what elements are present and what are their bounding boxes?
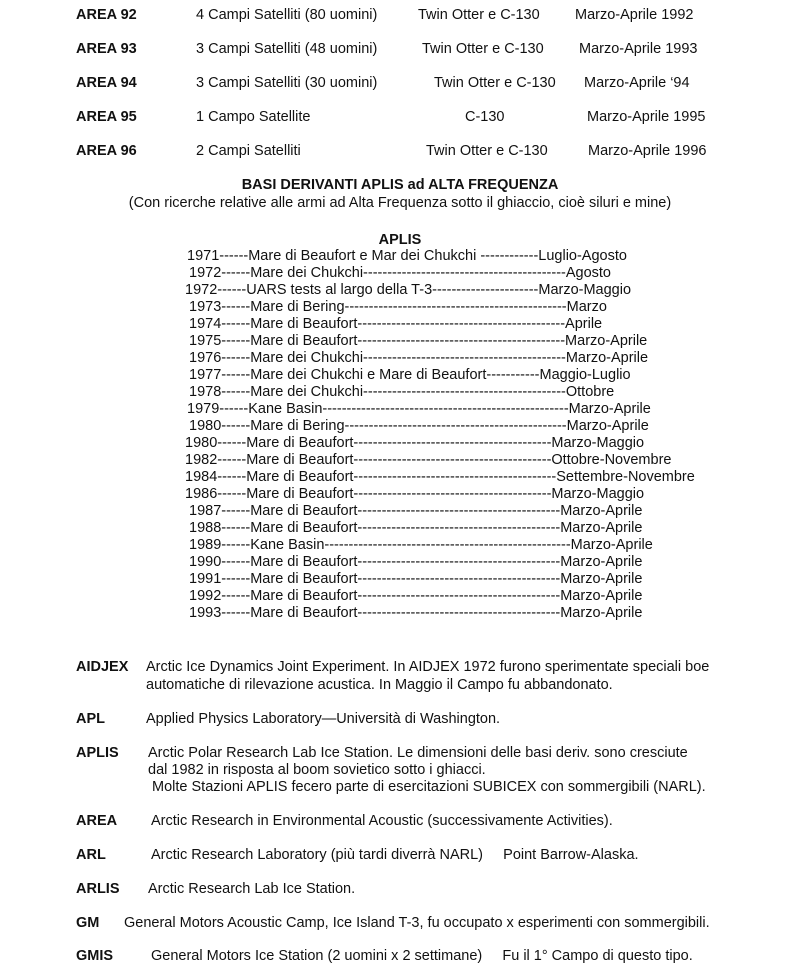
list-item: 1980------Mare di Bering----------------------------------------------Marzo-Aprile xyxy=(189,418,649,434)
aplis-heading: APLIS xyxy=(378,232,422,248)
list-item: 1974------Mare di Beaufort-------------------------------------------Aprile xyxy=(189,316,603,332)
area-camps: 3 Campi Satelliti (48 uomini) xyxy=(196,41,378,57)
area-code: AREA 96 xyxy=(76,143,137,159)
list-item: 1978------Mare dei Chukchi------------------------------------------Ottobre xyxy=(189,384,615,400)
area-period: Marzo-Aprile 1992 xyxy=(575,7,694,23)
area-camps: 4 Campi Satelliti (80 uomini) xyxy=(196,7,378,23)
area-camps: 1 Campo Satellite xyxy=(196,109,311,125)
glossary-text: Arctic Research Lab Ice Station. xyxy=(148,881,356,897)
area-aircraft: C-130 xyxy=(465,109,505,125)
list-item: 1984------Mare di Beaufort------------------------------------------Settembre-Novembre xyxy=(185,469,695,485)
glossary-text: Arctic Research Laboratory (più tardi diverrà NARL) Point Barrow-Alaska. xyxy=(151,847,639,863)
list-item: 1979------Kane Basin---------------------------------------------------Marzo-Aprile xyxy=(187,401,651,417)
area-row xyxy=(0,75,800,95)
area-row xyxy=(0,143,800,163)
area-camps: 3 Campi Satelliti (30 uomini) xyxy=(196,75,378,91)
list-item: 1988------Mare di Beaufort------------------------------------------Marzo-Aprile xyxy=(189,520,643,536)
glossary-code: AIDJEX xyxy=(76,659,129,675)
area-row xyxy=(0,41,800,61)
glossary-code: GMIS xyxy=(76,948,114,964)
section-subtitle: (Con ricerche relative alle armi ad Alta Frequenza sotto il ghiaccio, cioè siluri e mine) xyxy=(128,195,672,211)
area-camps: 2 Campi Satelliti xyxy=(196,143,301,159)
list-item: 1992------Mare di Beaufort------------------------------------------Marzo-Aprile xyxy=(189,588,643,604)
list-item: 1991------Mare di Beaufort------------------------------------------Marzo-Aprile xyxy=(189,571,643,587)
list-item: 1975------Mare di Beaufort-------------------------------------------Marzo-Aprile xyxy=(189,333,648,349)
glossary-text: General Motors Acoustic Camp, Ice Island T-3, fu occupato x esperimenti con sommergibili. xyxy=(124,915,710,931)
glossary-code: GM xyxy=(76,915,100,931)
area-aircraft: Twin Otter e C-130 xyxy=(426,143,548,159)
area-period: Marzo-Aprile ‘94 xyxy=(584,75,690,91)
section-title: BASI DERIVANTI APLIS ad ALTA FREQUENZA xyxy=(241,177,559,193)
area-period: Marzo-Aprile 1993 xyxy=(579,41,698,57)
area-row xyxy=(0,109,800,129)
area-code: AREA 93 xyxy=(76,41,137,57)
list-item: 1972------Mare dei Chukchi------------------------------------------Agosto xyxy=(189,265,612,281)
area-code: AREA 92 xyxy=(76,7,137,23)
glossary-text: General Motors Ice Station (2 uomini x 2 settimane) Fu il 1° Campo di questo tipo. xyxy=(151,948,693,964)
list-item: 1982------Mare di Beaufort-----------------------------------------Ottobre-Novembre xyxy=(185,452,672,468)
glossary-text: Arctic Research in Environmental Acoustic (successivamente Activities). xyxy=(151,813,613,829)
area-period: Marzo-Aprile 1995 xyxy=(587,109,706,125)
list-item: 1971------Mare di Beaufort e Mar dei Chukchi ------------Luglio-Agosto xyxy=(187,248,627,264)
list-item: 1973------Mare di Bering----------------------------------------------Marzo xyxy=(189,299,607,315)
glossary-code: AREA xyxy=(76,813,118,829)
list-item: 1976------Mare dei Chukchi------------------------------------------Marzo-Aprile xyxy=(189,350,649,366)
glossary-text: automatiche di rilevazione acustica. In Maggio il Campo fu abbandonato. xyxy=(146,677,613,693)
area-row xyxy=(0,7,800,27)
area-code: AREA 95 xyxy=(76,109,137,125)
list-item: 1977------Mare dei Chukchi e Mare di Beaufort-----------Maggio-Luglio xyxy=(189,367,631,383)
glossary-text: dal 1982 in risposta al boom sovietico sotto i ghiacci. xyxy=(148,762,486,778)
glossary-text: Applied Physics Laboratory—Università di Washington. xyxy=(146,711,501,727)
area-aircraft: Twin Otter e C-130 xyxy=(422,41,544,57)
glossary-code: APLIS xyxy=(76,745,119,761)
area-period: Marzo-Aprile 1996 xyxy=(588,143,707,159)
glossary-code: ARLIS xyxy=(76,881,120,897)
glossary-code: ARL xyxy=(76,847,106,863)
glossary-code: APL xyxy=(76,711,105,727)
list-item: 1987------Mare di Beaufort------------------------------------------Marzo-Aprile xyxy=(189,503,643,519)
glossary-text: Arctic Ice Dynamics Joint Experiment. In AIDJEX 1972 furono sperimentate speciali boe xyxy=(146,659,710,675)
list-item: 1986------Mare di Beaufort-----------------------------------------Marzo-Maggio xyxy=(185,486,645,502)
glossary-text: Arctic Polar Research Lab Ice Station. Le dimensioni delle basi deriv. sono cresciute xyxy=(148,745,688,761)
list-item: 1990------Mare di Beaufort------------------------------------------Marzo-Aprile xyxy=(189,554,643,570)
list-item: 1972------UARS tests al largo della T-3----------------------Marzo-Maggio xyxy=(185,282,632,298)
glossary-text: Molte Stazioni APLIS fecero parte di esercitazioni SUBICEX con sommergibili (NARL). xyxy=(148,779,706,795)
list-item: 1993------Mare di Beaufort------------------------------------------Marzo-Aprile xyxy=(189,605,643,621)
list-item: 1989------Kane Basin---------------------------------------------------Marzo-Aprile xyxy=(189,537,653,553)
area-code: AREA 94 xyxy=(76,75,137,91)
area-aircraft: Twin Otter e C-130 xyxy=(434,75,556,91)
area-aircraft: Twin Otter e C-130 xyxy=(418,7,540,23)
list-item: 1980------Mare di Beaufort-----------------------------------------Marzo-Maggio xyxy=(185,435,645,451)
